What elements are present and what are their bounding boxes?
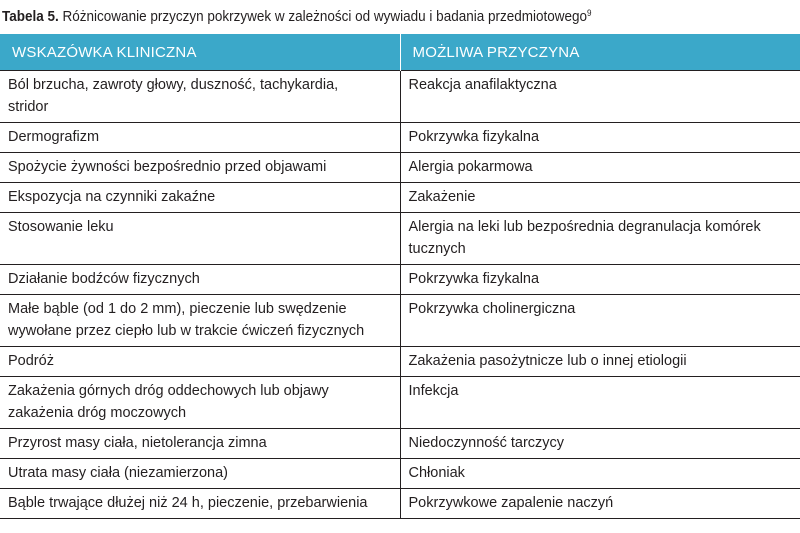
- table-row: [0, 71, 800, 123]
- possible-cause-text: Zakażenie: [408, 189, 476, 205]
- table-caption: [2, 3, 592, 27]
- clinical-clue-cell: [0, 295, 400, 347]
- header-possible-cause: MOŻLIWA PRZYCZYNA: [400, 34, 800, 71]
- table-row: [0, 123, 800, 153]
- possible-cause-text: Niedoczynność tarczycy: [408, 435, 565, 451]
- clinical-clue-cell: [0, 183, 400, 213]
- possible-cause-text: Reakcja anafilaktyczna: [408, 77, 557, 93]
- clinical-clue-text: Podróż: [8, 353, 54, 369]
- clinical-clue-cell: [0, 153, 400, 183]
- possible-cause-text: Zakażenia pasożytnicze lub o innej etiologii: [408, 353, 687, 369]
- clinical-clue-text: Ból brzucha, zawroty głowy, duszność, tachykardia,: [8, 77, 339, 93]
- table-row: [0, 489, 800, 519]
- possible-cause-text: Infekcja: [408, 383, 459, 399]
- clinical-clue-text: Małe bąble (od 1 do 2 mm), pieczenie lub swędzenie: [8, 301, 347, 317]
- possible-cause-cell: [400, 265, 800, 295]
- possible-cause-text: Pokrzywka cholinergiczna: [408, 301, 576, 317]
- clinical-clue-cell: [0, 347, 400, 377]
- caption-text: Różnicowanie przyczyn pokrzywek w zależności od wywiadu i badania przedmiotowego: [58, 8, 588, 25]
- possible-cause-text: Alergia pokarmowa: [408, 159, 533, 175]
- clinical-clue-text: Spożycie żywności bezpośrednio przed objawami: [8, 159, 327, 175]
- clinical-clue-cell: [0, 377, 400, 429]
- possible-cause-text: Chłoniak: [408, 465, 465, 481]
- clinical-clue-text: Stosowanie leku: [8, 219, 114, 235]
- table-body: [0, 71, 800, 519]
- clinical-clue-cell: [0, 459, 400, 489]
- caption-label: Tabela 5.: [2, 8, 59, 25]
- header-clinical-clue: WSKAZÓWKA KLINICZNA: [0, 34, 400, 71]
- clinical-clue-text: Bąble trwające dłużej niż 24 h, pieczenie, przebarwienia: [8, 495, 368, 511]
- table-row: [0, 213, 800, 265]
- possible-cause-cell: [400, 489, 800, 519]
- possible-cause-text: Pokrzywkowe zapalenie naczyń: [408, 495, 614, 511]
- table-row: [0, 459, 800, 489]
- table-row: [0, 377, 800, 429]
- possible-cause-cell: [400, 153, 800, 183]
- table-row: [0, 295, 800, 347]
- possible-cause-text: Alergia na leki lub bezpośrednia degranulacja komórek: [408, 219, 761, 235]
- clinical-clue-text: Działanie bodźców fizycznych: [8, 271, 200, 287]
- differential-table: [0, 34, 800, 519]
- clinical-clue-text: Przyrost masy ciała, nietolerancja zimna: [8, 435, 267, 451]
- table-row: [0, 429, 800, 459]
- possible-cause-cell: [400, 377, 800, 429]
- table-row: [0, 183, 800, 213]
- table-row: [0, 347, 800, 377]
- possible-cause-cell: [400, 429, 800, 459]
- caption-reference: 9: [587, 8, 592, 18]
- clinical-clue-text: stridor: [8, 99, 49, 115]
- possible-cause-cell: [400, 213, 800, 265]
- possible-cause-cell: [400, 183, 800, 213]
- possible-cause-text: tucznych: [408, 241, 466, 257]
- table-head: [0, 34, 800, 71]
- possible-cause-text: Pokrzywka fizykalna: [408, 271, 540, 287]
- possible-cause-text: Pokrzywka fizykalna: [408, 129, 540, 145]
- clinical-clue-text: Ekspozycja na czynniki zakaźne: [8, 189, 216, 205]
- clinical-clue-cell: [0, 489, 400, 519]
- clinical-clue-cell: [0, 123, 400, 153]
- possible-cause-cell: [400, 123, 800, 153]
- clinical-clue-cell: [0, 71, 400, 123]
- clinical-clue-text: Dermografizm: [8, 129, 100, 145]
- clinical-clue-text: zakażenia dróg moczowych: [8, 405, 187, 421]
- possible-cause-cell: [400, 71, 800, 123]
- table-row: [0, 153, 800, 183]
- possible-cause-cell: [400, 347, 800, 377]
- clinical-clue-cell: [0, 429, 400, 459]
- table-row: [0, 265, 800, 295]
- clinical-clue-text: Utrata masy ciała (niezamierzona): [8, 465, 228, 481]
- clinical-clue-text: wywołane przez ciepło lub w trakcie ćwiczeń fizycznych: [8, 323, 365, 339]
- clinical-clue-cell: [0, 265, 400, 295]
- clinical-clue-cell: [0, 213, 400, 265]
- header-row: [0, 34, 800, 71]
- possible-cause-cell: [400, 295, 800, 347]
- clinical-clue-text: Zakażenia górnych dróg oddechowych lub objawy: [8, 383, 329, 399]
- possible-cause-cell: [400, 459, 800, 489]
